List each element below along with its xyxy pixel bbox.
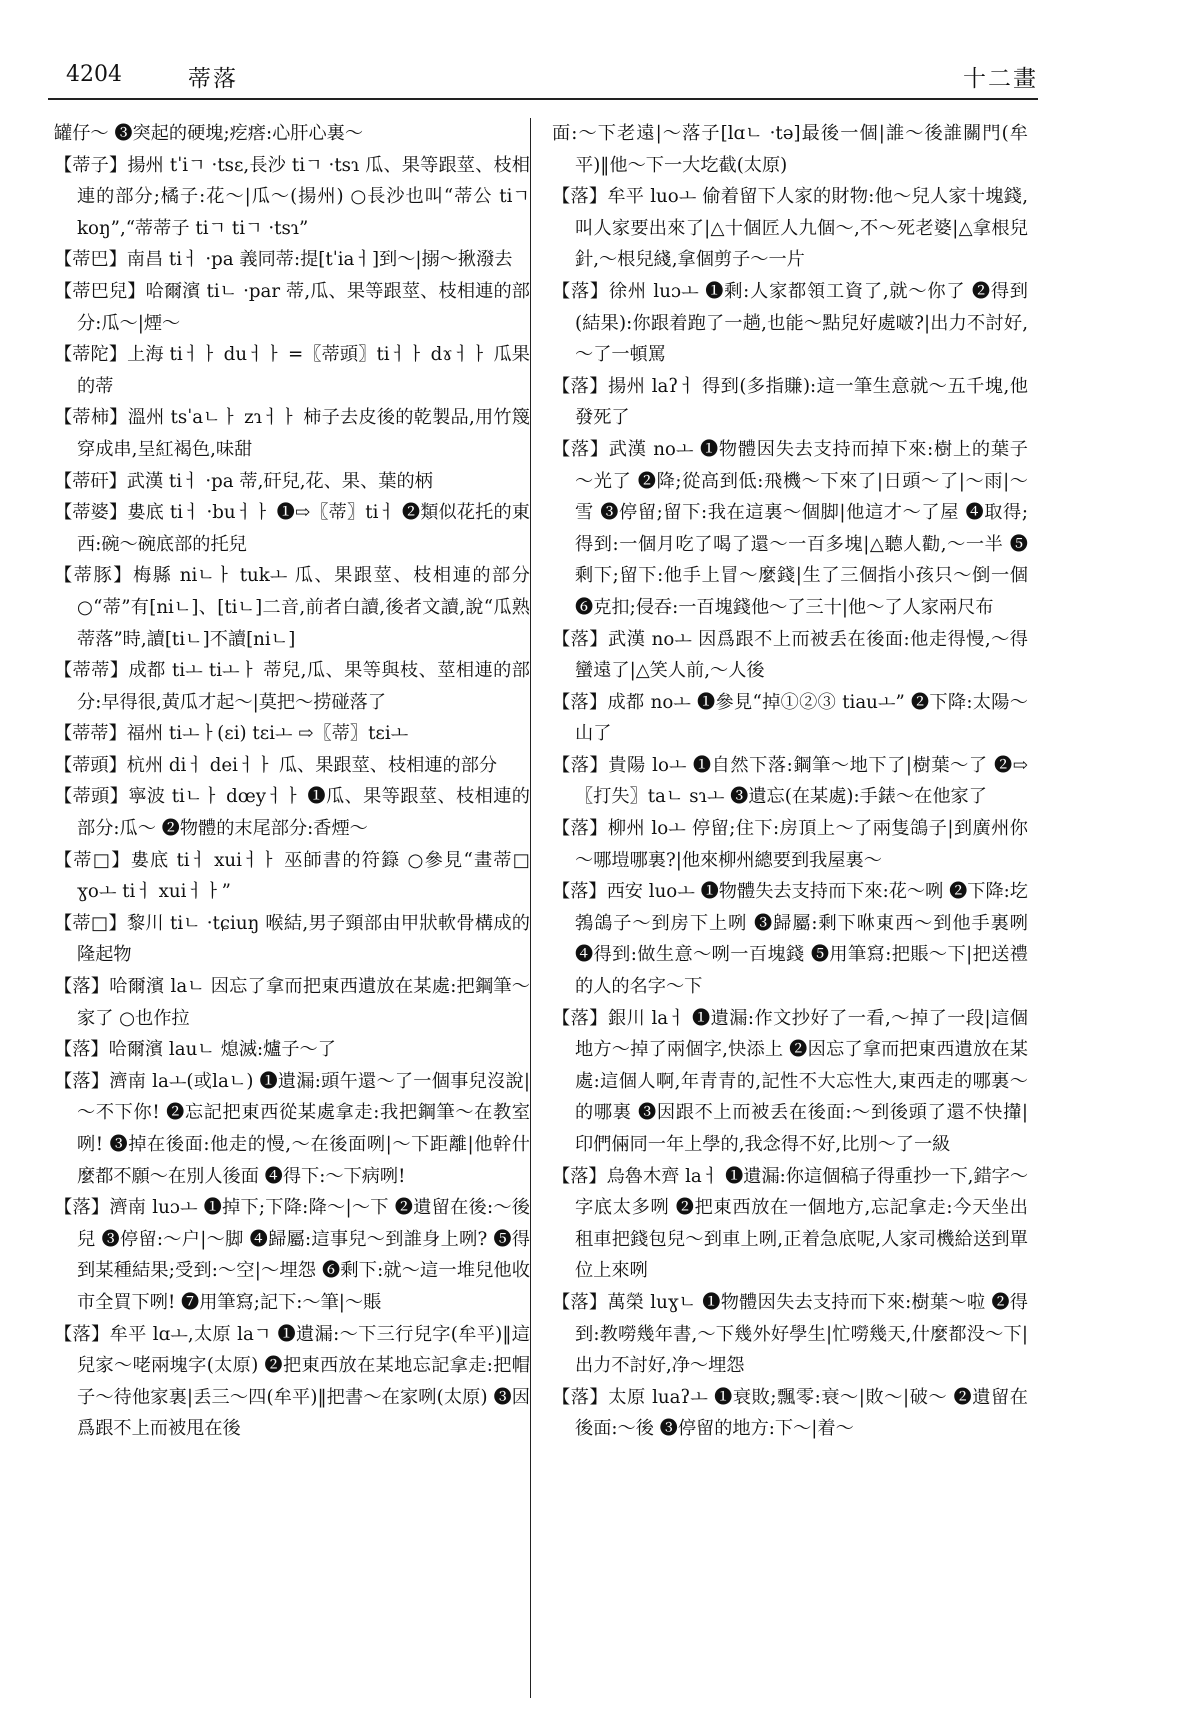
dictionary-entry: 【落】西安 luoㅗ ❶物體失去支持而下來:花～咧 ❷下降:圪鵓鴿子～到房下上咧 ❸歸屬:剩下咻東西～到他手裏咧 ❹得到:做生意～咧一百塊錢 ❺用筆寫:把賬～下|把送禮的人的名字～下 — [552, 881, 1028, 998]
dictionary-entry: 【落】揚州 laʔㅓ 得到(多指賺):這一筆生意就～五千塊,他發死了 — [552, 375, 1028, 429]
dictionary-entry: 【蒂蒂】福州 tiㅗㅏ(ɛi) tɛiㅗ ⇨〖蒂〗tɛiㅗ — [54, 723, 409, 745]
dictionary-entry: 【落】萬榮 luɣㄴ ❶物體因失去支持而下來:樹葉～啦 ❷得到:教嘮幾年書,～下幾外好學生|忙嘮幾天,什麼都没～下|出力不討好,净～埋怨 — [552, 1291, 1028, 1377]
right-column — [552, 118, 1028, 1445]
dictionary-entry: 【蒂子】揚州 tˈiㄱ ·tsɛ,長沙 tiㄱ ·tsɿ 瓜、果等跟莖、枝相連的部分;橘子:花～|瓜～(揚州) ○長沙也叫“蒂公 tiㄱ koŋ”,“蒂蒂子 tiㄱ tiㄱ ·tsɿ” — [54, 154, 530, 239]
dictionary-entry: 【落】濟南 luɔㅗ ❶掉下;下降:降～|～下 ❷遺留在後:～後兒 ❸停留:～户|～脚 ❹歸屬:這事兒～到誰身上咧? ❺得到某種結果;受到:～空|～埋怨 ❻剩下:就～這一堆兒他收市全買下咧! ❼用筆寫;記下:～筆|～賬 — [54, 1197, 530, 1313]
dictionary-entry: 【落】徐州 luɔㅗ ❶剩:人家都領工資了,就～你了 ❷得到(結果):你跟着跑了一趟,也能～點兒好處啵?|出力不討好,～了一頓罵 — [552, 280, 1028, 366]
dictionary-entry: 【落】柳州 loㅗ 停留;住下:房頂上～了兩隻鴿子|到廣州你～哪塏哪裏?|他來柳州總要到我屋裏～ — [552, 818, 1028, 871]
dictionary-entry: 【落】銀川 laㅓ ❶遺漏:作文抄好了一看,～掉了一段|這個地方～掉了兩個字,快添上 ❷因忘了拿而把東西遺放在某處:這個人啊,年青青的,記性不大忘性大,東西走的哪裏～的哪裏 ❸因跟不上而被丢在後面:～到後頭了還不快攆|印們倆同一年上學的,我念得不好,比別～了一級 — [552, 1007, 1028, 1155]
dictionary-entry: 【落】貴陽 loㅗ ❶自然下落:鋼筆～地下了|樹葉～了 ❷⇨〖打失〗taㄴ sɿㅗ ❸遺忘(在某處):手錶～在他家了 — [552, 754, 1028, 808]
dictionary-entry: 【蒂巴】南昌 tiㅓ ·pa 義同蒂:提[tˈiaㅓ]到～|搦～揪潑去 — [54, 249, 513, 271]
dictionary-entry: 【蒂□】黎川 tiㄴ ·tɕiuŋ 喉結,男子頸部由甲狀軟骨構成的隆起物 — [54, 912, 530, 966]
dictionary-entry: 【落】濟南 laㅗ(或laㄴ) ❶遺漏:頭午還～了一個事兒沒說|～不下你! ❷忘記把東西從某處拿走:我把鋼筆～在教室咧! ❸掉在後面:他走的慢,～在後面咧|～下距離|他幹什麼都不願～在別人後面 ❹得下:～下病咧! — [54, 1070, 530, 1187]
dictionary-entry: 【落】哈爾濱 laㄴ 因忘了拿而把東西遺放在某處:把鋼筆～家了 ○也作拉 — [54, 976, 530, 1029]
page-header — [48, 52, 1038, 104]
dictionary-entry: 【落】武漢 noㅗ ❶物體因失去支持而掉下來:樹上的葉子～光了 ❷降;從高到低:飛機～下來了|日頭～了|～雨|～雪 ❸停留;留下:我在這裏～個脚|他這才～了屋 ❹取得;得到:一個月吃了喝了還～一百多塊|△聽人勸,～一半 ❺剩下;留下:他手上冒～麼錢|生了三個指小孩只～倒一個 ❻克扣;侵吞:一百塊錢他～了三十|他～了人家兩尺布 — [552, 438, 1028, 618]
dictionary-entry: 面:～下老遠|～落子[lɑㄴ ·tə]最後一個|誰～後誰關門(牟平)‖他～下一大圪截(太原) — [552, 123, 1028, 176]
dictionary-entry: 【蒂陀】上海 tiㅓㅏ duㅓㅏ =〖蒂頭〗tiㅓㅏ dɤㅓㅏ 瓜果的蒂 — [54, 344, 530, 397]
dictionary-entry: 罐仔～ ❸突起的硬塊;疙瘩:心肝心裏～ — [54, 123, 364, 144]
dictionary-entry: 【蒂蒂】成都 tiㅗ tiㅗㅏ 蒂兒,瓜、果等與枝、莖相連的部分:早得很,黃瓜才起～|莫把～捞碰落了 — [54, 660, 530, 713]
dictionary-entry: 【蒂頭】寧波 tiㄴㅏ dœyㅓㅏ ❶瓜、果等跟莖、枝相連的部分:瓜～ ❷物體的末尾部分:香煙～ — [54, 786, 530, 840]
dictionary-entry: 【落】哈爾濱 lauㄴ 熄滅:爐子～了 — [54, 1039, 336, 1061]
left-column — [54, 118, 530, 1445]
section-label: 十二畫 — [963, 66, 1038, 92]
dictionary-entry: 【落】牟平 lɑㅗ,太原 laㄱ ❶遺漏:～下三行兒字(牟平)‖這兒家～咾兩塊字(太原) ❷把東西放在某地忘記拿走:把帽子～待他家裏|丢三～四(牟平)‖把書～在家咧(太原) ❸因爲跟不上而被甩在後 — [54, 1323, 530, 1440]
header-rule — [48, 98, 1038, 100]
dictionary-entry: 【蒂柿】溫州 tsˈaㄴㅏ zɿㅓㅏ 柿子去皮後的乾製品,用竹篾穿成串,呈紅褐色,味甜 — [54, 407, 530, 460]
dictionary-entry: 【蒂婆】婁底 tiㅓ ·buㅓㅏ ❶⇨〖蒂〗tiㅓ ❷類似花托的東西:碗～碗底部的托兒 — [54, 502, 530, 555]
dictionary-entry: 【落】烏魯木齊 laㅓ ❶遺漏:你這個稿子得重抄一下,錯字～字底太多咧 ❷把東西放在一個地方,忘記拿走:今天坐出租車把錢包兒～到車上咧,正着急底呢,人家司機給送到單位上來咧 — [552, 1165, 1029, 1282]
dictionary-entry: 【蒂豚】梅縣 niㄴㅏ tukㅗ 瓜、果跟莖、枝相連的部分 ○“蒂”有[niㄴ]、[tiㄴ]二音,前者白讀,後者文讀,說“瓜熟蒂落”時,讀[tiㄴ]不讀[niㄴ] — [54, 565, 530, 650]
dictionary-entry: 【蒂頭】杭州 diㅓ deiㅓㅏ 瓜、果跟莖、枝相連的部分 — [54, 754, 498, 776]
dictionary-entry: 【落】武漢 noㅗ 因爲跟不上而被丢在後面:他走得慢,～得蠻遠了|△笑人前,～人後 — [552, 628, 1028, 682]
dictionary-entry: 【蒂矸】武漢 tiㅓ ·pa 蒂,矸兒,花、果、葉的柄 — [54, 470, 433, 492]
dictionary-entry: 【落】太原 luaʔㅗ ❶衰敗;飄零:衰～|敗～|破～ ❷遺留在後面:～後 ❸停留的地方:下～|着～ — [552, 1386, 1028, 1440]
running-head-title: 蒂落 — [188, 66, 238, 92]
column-divider — [530, 118, 531, 1698]
dictionary-entry: 【蒂巴兒】哈爾濱 tiㄴ ·par 蒂,瓜、果等跟莖、枝相連的部分:瓜～|煙～ — [54, 280, 530, 334]
dictionary-entry: 【落】牟平 luoㅗ 偷着留下人家的財物:他～兒人家十塊錢,叫人家要出來了|△十個匠人九個～,不～死老婆|△拿根兒針,～根兒綫,拿個剪子～一片 — [552, 186, 1028, 271]
page-number: 4204 — [66, 62, 122, 87]
dictionary-entry: 【落】成都 noㅗ ❶參見“掉①②③ tiauㅗ” ❷下降:太陽～山了 — [552, 691, 1028, 745]
dictionary-entry: 【蒂□】婁底 tiㅓ xuiㅓㅏ 巫師書的符籙 ○參見“畫蒂□ ɣoㅗ tiㅓ xuiㅓㅏ” — [54, 849, 530, 903]
